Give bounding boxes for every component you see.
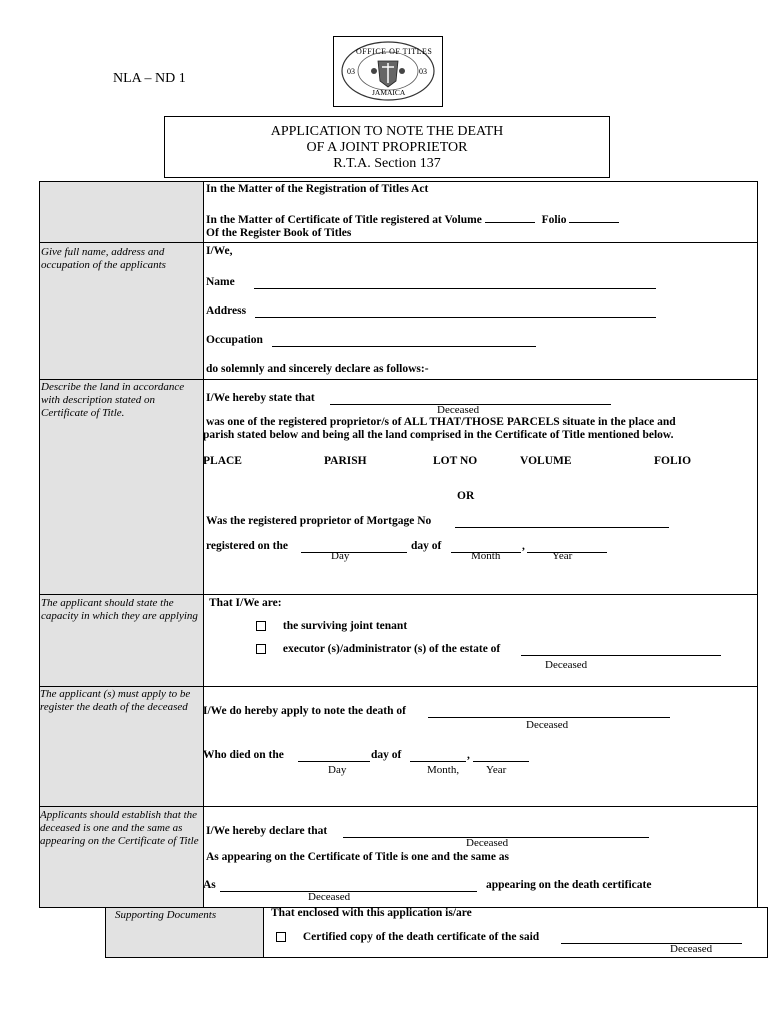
matter-certificate-text: In the Matter of Certificate of Title registered at Volume <box>206 214 482 226</box>
day-caption: Day <box>331 550 350 562</box>
option-joint-tenant[interactable] <box>256 620 407 632</box>
month-caption: Month, <box>427 764 460 776</box>
registered-on-label: registered on the <box>206 540 288 552</box>
seal-left-number: 03 <box>347 67 355 76</box>
died-year-field[interactable] <box>473 750 529 762</box>
joint-tenant-checkbox[interactable] <box>256 621 266 631</box>
occupation-field[interactable] <box>272 335 536 347</box>
capacity-instruction: The applicant should state the capacity in which they are applying <box>41 597 198 622</box>
establish-instruction: Applicants should establish that the deceased is one and the same as appearing on the Certificate of Title <box>40 809 199 847</box>
deceased-caption: Deceased <box>526 719 569 731</box>
day-caption: Day <box>328 764 347 776</box>
apply-deceased-field[interactable] <box>428 706 670 718</box>
reg-day-field[interactable] <box>301 541 407 553</box>
appearing-text: appearing on the death certificate <box>486 879 652 891</box>
seal-bottom-text: JAMAICA <box>372 88 406 97</box>
day-of-label: day of <box>411 540 442 552</box>
iwe-label: I/We, <box>206 245 233 257</box>
name-field[interactable] <box>254 277 656 289</box>
column-place: PLACE <box>203 455 242 467</box>
form-code: NLA – ND 1 <box>113 71 186 86</box>
matter-registration-act: In the Matter of the Registration of Titles Act <box>206 183 429 195</box>
column-lot-no: LOT NO <box>433 455 478 467</box>
parcels-line-1: was one of the registered proprietor/s of ALL THAT/THOSE PARCELS situate in the place and <box>206 416 676 428</box>
mortgage-no-field[interactable] <box>455 516 669 528</box>
executor-checkbox[interactable] <box>256 644 266 654</box>
death-certificate-checkbox[interactable] <box>276 932 286 942</box>
title-line-2: OF A JOINT PROPRIETOR <box>306 140 468 155</box>
deceased-caption: Deceased <box>308 891 351 903</box>
died-day-field[interactable] <box>298 750 370 762</box>
volume-field[interactable] <box>485 211 535 223</box>
joint-tenant-label: the surviving joint tenant <box>282 620 408 632</box>
land-instruction: Describe the land in accordance with description stated on Certificate of Title. <box>41 381 185 419</box>
executor-label: executor (s)/administrator (s) of the estate of <box>282 643 501 655</box>
apply-note-death-label: I/We do hereby apply to note the death of <box>203 705 406 717</box>
month-caption: Month <box>471 550 501 562</box>
column-volume: VOLUME <box>520 455 572 467</box>
seal-top-text: OFFICE OF TITLES <box>356 47 433 56</box>
year-caption: Year <box>552 550 573 562</box>
row-divider <box>39 242 758 243</box>
name-label: Name <box>206 276 235 288</box>
applicants-instruction: Give full name, address and occupation of the applicants <box>41 246 166 271</box>
deceased-caption: Deceased <box>437 404 480 416</box>
that-we-are-label: That I/We are: <box>209 597 282 609</box>
death-certificate-label: Certified copy of the death certificate of the said <box>302 931 540 943</box>
column-folio: FOLIO <box>654 455 692 467</box>
deceased-caption: Deceased <box>545 659 588 671</box>
office-of-titles-seal <box>333 36 443 107</box>
title-line-1: APPLICATION TO NOTE THE DEATH <box>270 124 504 139</box>
declare-that-label: I/We hereby declare that <box>206 825 328 837</box>
column-divider <box>203 181 204 908</box>
address-field[interactable] <box>255 306 656 318</box>
certificate-deceased-field[interactable] <box>561 932 742 944</box>
row-divider <box>39 806 758 807</box>
folio-field[interactable] <box>569 211 619 223</box>
deceased-caption: Deceased <box>670 943 713 955</box>
enclosed-text: That enclosed with this application is/are <box>271 907 472 919</box>
day-of-label: day of <box>371 749 402 761</box>
matter-certificate <box>206 211 619 226</box>
instruction-column <box>40 182 203 907</box>
death-certificate-item[interactable] <box>276 931 539 943</box>
year-caption: Year <box>486 764 507 776</box>
mortgage-label: Was the registered proprietor of Mortgage No <box>206 515 432 527</box>
deceased-caption: Deceased <box>466 837 509 849</box>
address-label: Address <box>206 305 247 317</box>
row-divider <box>39 379 758 380</box>
supporting-documents-label: Supporting Documents <box>115 909 217 921</box>
column-parish: PARISH <box>324 455 367 467</box>
seal-right-number: 03 <box>419 67 427 76</box>
parcels-line-2: parish stated below and being all the land comprised in the Certificate of Title mentioned below. <box>203 429 674 441</box>
occupation-label: Occupation <box>206 334 263 346</box>
option-executor[interactable] <box>256 643 500 655</box>
estate-of-field[interactable] <box>521 644 721 656</box>
folio-label: Folio <box>541 214 567 226</box>
comma: , <box>522 540 525 552</box>
title-box <box>164 116 610 178</box>
or-separator: OR <box>457 490 475 502</box>
title-line-3: R.T.A. Section 137 <box>333 156 441 171</box>
as-label: As <box>203 879 216 891</box>
died-on-label: Who died on the <box>203 749 284 761</box>
register-book-text: Of the Register Book of Titles <box>206 227 352 239</box>
declare-text: do solemnly and sincerely declare as follows:- <box>206 363 429 375</box>
row-divider <box>39 686 758 687</box>
row-divider <box>39 594 758 595</box>
state-that-label: I/We hereby state that <box>206 392 315 404</box>
same-as-text: As appearing on the Certificate of Title is one and the same as <box>206 851 510 863</box>
comma: , <box>467 749 470 761</box>
died-month-field[interactable] <box>410 750 466 762</box>
apply-instruction: The applicant (s) must apply to be register the death of the deceased <box>40 688 191 713</box>
supporting-divider <box>263 907 264 958</box>
